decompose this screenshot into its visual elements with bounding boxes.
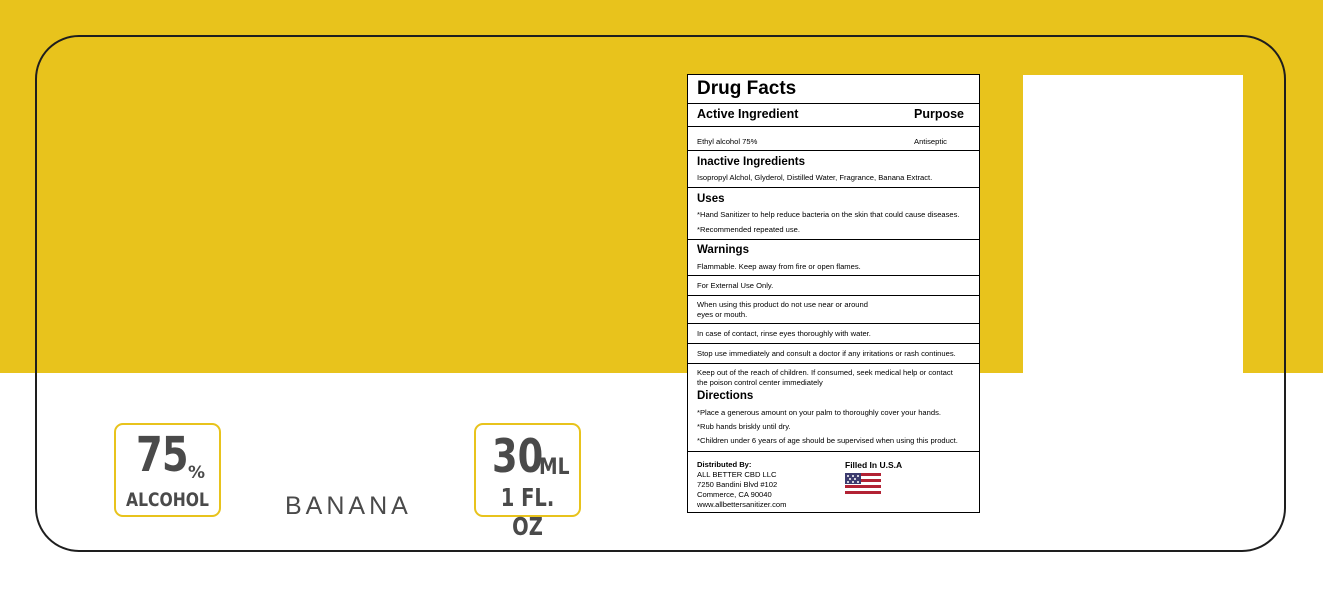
alcohol-word: ALCOHOL [126,489,209,511]
percent-sign: % [188,463,206,483]
active-ingredient-heading: Active Ingredient [697,107,799,121]
contact-row [688,324,979,344]
distributor-line: 7250 Bandini Blvd #102 [697,480,778,489]
directions-item: *Children under 6 years of age should be supervised when using this product. [697,436,958,445]
blank-panel [1023,75,1243,373]
filled-in-label: Filled In U.S.A [845,460,903,470]
volume-unit: ML [539,455,570,480]
distributor-section [688,452,979,512]
flavor-name: BANANA [285,492,412,520]
children-directions-section [688,364,979,452]
drug-facts-panel [687,74,980,513]
directions-item: *Rub hands briskly until dry. [697,422,791,431]
distributor-heading: Distributed By: [697,460,752,469]
inactive-section [688,151,979,188]
purpose-heading: Purpose [914,107,965,121]
active-header-row [688,104,979,127]
directions-heading: Directions [697,390,754,402]
us-flag-icon [845,473,881,494]
distributor-line: ALL BETTER CBD LLC [697,470,777,479]
volume-amount: 30 [492,429,544,483]
distributor-line: Commerce, CA 90040 [697,490,772,499]
uses-heading: Uses [697,193,725,205]
external-use-warning: For External Use Only. [697,281,774,290]
ingredient-purpose: Antiseptic [914,137,947,146]
uses-section [688,188,979,240]
alcohol-badge [114,423,221,517]
active-ingredient-row [688,127,979,151]
alcohol-percent: 75 [136,427,188,483]
stop-use-row [688,344,979,364]
warnings-section [688,240,979,276]
contact-warning: In case of contact, rinse eyes thoroughly with water. [697,329,871,338]
directions-item: *Place a generous amount on your palm to thoroughly cover your hands. [697,408,941,417]
drug-facts-title: Drug Facts [697,78,797,99]
stop-use-warning: Stop use immediately and consult a doctor if any irritations or rash continues. [697,349,956,358]
children-warning-line: Keep out of the reach of children. If consumed, seek medical help or contact [697,368,953,377]
inactive-text: Isopropyl Alchol, Glyderol, Distilled Water, Fragrance, Banana Extract. [697,173,933,182]
drug-facts-header [688,75,979,104]
external-use-row [688,276,979,296]
flammable-warning: Flammable. Keep away from fire or open flames. [697,262,861,271]
when-using-row [688,296,979,324]
uses-item: *Hand Sanitizer to help reduce bacteria on the skin that could cause diseases. [697,210,960,219]
uses-item: *Recommended repeated use. [697,225,801,234]
children-warning-line: the poison control center immediately [697,378,823,387]
when-using-line: When using this product do not use near or around [697,300,868,309]
distributor-website: www.allbettersanitizer.com [697,500,787,509]
warnings-heading: Warnings [697,244,749,256]
inactive-heading: Inactive Ingredients [697,156,806,168]
when-using-line: eyes or mouth. [697,310,748,319]
active-ingredient: Ethyl alcohol 75% [697,137,758,146]
volume-badge [474,423,581,541]
volume-imperial: 1 FL. OZ [500,483,555,541]
